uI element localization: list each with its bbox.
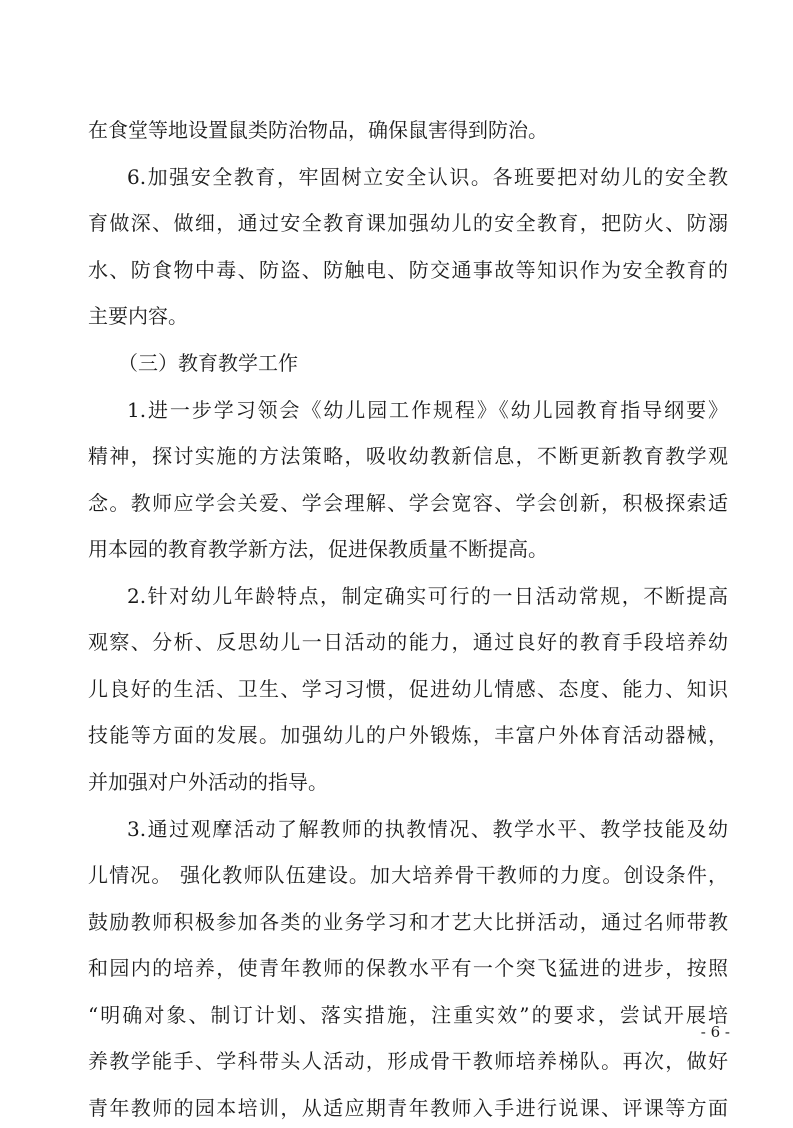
section-heading: （三）教育教学工作 bbox=[118, 351, 298, 375]
text-line-14: 技能等方面的发展。加强幼儿的户外锻炼，丰富户外体育活动器械， bbox=[88, 723, 728, 747]
text-line-20: “明确对象、制订计划、落实措施，注重实效”的要求，尝试开展培 bbox=[88, 1003, 728, 1027]
text-line-8: 精神，探讨实施的方法策略，吸收幼教新信息，不断更新教育教学观 bbox=[88, 444, 728, 468]
text-line-22: 青年教师的园本培训，从适应期青年教师入手进行说课、评课等方面 bbox=[88, 1096, 728, 1120]
text-line-11: 2.针对幼儿年龄特点，制定确实可行的一日活动常规，不断提高 bbox=[127, 584, 728, 608]
text-line-18: 鼓励教师积极参加各类的业务学习和才艺大比拼活动，通过名师带教 bbox=[88, 910, 728, 934]
text-line-2: 6.加强安全教育，牢固树立安全认识。各班要把对幼儿的安全教 bbox=[127, 165, 728, 189]
text-line-5: 主要内容。 bbox=[88, 304, 188, 328]
text-line-19: 和园内的培养，使青年教师的保教水平有一个突飞猛进的进步，按照 bbox=[88, 956, 728, 980]
text-line-10: 用本园的教育教学新方法，促进保教质量不断提高。 bbox=[88, 537, 548, 561]
text-line-1: 在食堂等地设置鼠类防治物品，确保鼠害得到防治。 bbox=[88, 118, 548, 142]
text-line-3: 育做深、做细，通过安全教育课加强幼儿的安全教育，把防火、防溺 bbox=[88, 211, 728, 235]
text-line-16: 3.通过观摩活动了解教师的执教情况、教学水平、教学技能及幼 bbox=[127, 817, 728, 841]
page-number: - 6 - bbox=[700, 1023, 730, 1041]
text-line-4: 水、防食物中毒、防盗、防触电、防交通事故等知识作为安全教育的 bbox=[88, 258, 728, 282]
text-line-15: 并加强对户外活动的指导。 bbox=[88, 770, 328, 794]
text-line-12: 观察、分析、反思幼儿一日活动的能力，通过良好的教育手段培养幼 bbox=[88, 630, 728, 654]
text-line-17: 儿情况。 强化教师队伍建设。加大培养骨干教师的力度。创设条件， bbox=[88, 863, 728, 887]
text-line-21: 养教学能手、学科带头人活动，形成骨干教师培养梯队。再次，做好 bbox=[88, 1049, 728, 1073]
text-line-9: 念。教师应学会关爱、学会理解、学会宽容、学会创新，积极探索适 bbox=[88, 491, 728, 515]
text-line-13: 儿良好的生活、卫生、学习习惯，促进幼儿情感、态度、能力、知识 bbox=[88, 677, 728, 701]
text-line-7: 1.进一步学习领会《幼儿园工作规程》《幼儿园教育指导纲要》 bbox=[127, 398, 728, 422]
